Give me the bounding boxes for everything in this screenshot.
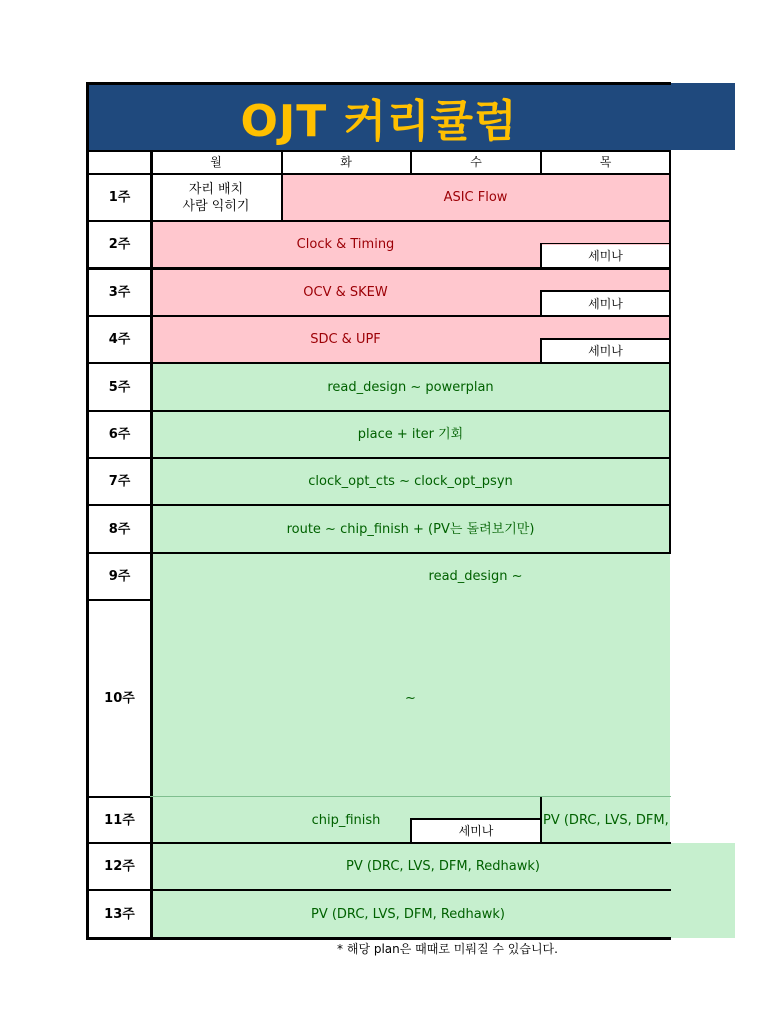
week-label: 6주 <box>108 427 131 442</box>
grid-line <box>86 362 671 364</box>
week-label: 12주 <box>104 859 135 874</box>
footnote: * 해당 plan은 때때로 미뤄질 수 있습니다. <box>337 941 558 956</box>
w9-cell: read_design ~ <box>151 553 670 600</box>
grid-line <box>410 150 412 174</box>
grid-line <box>410 819 412 843</box>
w11-left-text: chip_finish <box>311 813 381 828</box>
week-label: 3주 <box>108 284 131 300</box>
grid-line <box>86 842 671 844</box>
w6-cell: place + iter 기회 <box>151 411 670 458</box>
grid-line <box>150 796 671 797</box>
grid-line <box>86 599 151 601</box>
grid-line <box>86 82 89 940</box>
week-label: 10주 <box>104 691 135 706</box>
day-header-wed: 수 <box>411 150 541 174</box>
day-header-mon: 월 <box>151 150 281 174</box>
week-label: 7주 <box>108 474 131 489</box>
week-label: 13주 <box>104 906 135 922</box>
w4-cell: SDC & UPF <box>151 316 670 363</box>
grid-line <box>281 150 283 221</box>
grid-line <box>86 504 671 506</box>
day-header-thu: 목 <box>541 150 670 174</box>
w5-cell: read_design ~ powerplan <box>151 363 670 411</box>
grid-line <box>410 818 541 820</box>
grid-line <box>86 889 671 891</box>
grid-line <box>86 173 671 175</box>
seminar-cell: 세미나 <box>411 820 541 843</box>
w13-cell: PV (DRC, LVS, DFM, Redhawk) <box>151 890 735 938</box>
w1-asic-flow-cell: ASIC Flow <box>281 174 670 221</box>
week-label: 9주 <box>108 569 131 584</box>
grid-line <box>86 315 671 317</box>
week-label: 8주 <box>108 521 131 537</box>
grid-line <box>540 150 542 174</box>
page-title: OJT 커리큘럼 <box>240 95 518 147</box>
grid-line <box>86 82 671 85</box>
w1-mon-line1: 자리 배치 <box>188 181 244 197</box>
w2-cell: Clock & Timing <box>151 221 670 268</box>
grid-line <box>540 243 671 244</box>
w1-monday-cell <box>151 174 281 221</box>
w8-cell: route ~ chip_finish + (PV는 돌려보기만) <box>151 505 670 553</box>
seminar-cell: 세미나 <box>541 340 670 363</box>
grid-line <box>540 244 542 269</box>
seminar-cell: 세미나 <box>541 292 670 316</box>
w11-right-cell: PV (DRC, LVS, DFM, <box>541 797 670 843</box>
grid-line <box>540 291 542 316</box>
grid-line <box>86 150 671 152</box>
week-label: 2주 <box>108 237 131 252</box>
grid-line <box>86 220 671 222</box>
seminar-cell: 세미나 <box>541 245 670 268</box>
week-label: 4주 <box>108 332 131 347</box>
week-label: 11주 <box>104 812 135 828</box>
grid-line <box>540 339 542 364</box>
grid-line <box>540 290 671 292</box>
w10-cell: ~ <box>151 600 670 797</box>
grid-line <box>86 410 671 412</box>
week-label: 1주 <box>108 190 131 205</box>
grid-line <box>86 796 151 798</box>
grid-line <box>86 267 671 270</box>
week-label: 5주 <box>108 379 131 395</box>
grid-line <box>86 457 671 459</box>
w3-cell: OCV & SKEW <box>151 268 670 316</box>
grid-line <box>540 338 671 340</box>
grid-line <box>540 797 542 843</box>
w7-cell: clock_opt_cts ~ clock_opt_psyn <box>151 458 670 505</box>
day-header-tue: 화 <box>281 150 411 174</box>
grid-line <box>86 552 671 554</box>
grid-line <box>669 150 671 222</box>
w1-mon-line2: 사람 익히기 <box>182 198 250 214</box>
w12-cell: PV (DRC, LVS, DFM, Redhawk) <box>151 843 735 890</box>
